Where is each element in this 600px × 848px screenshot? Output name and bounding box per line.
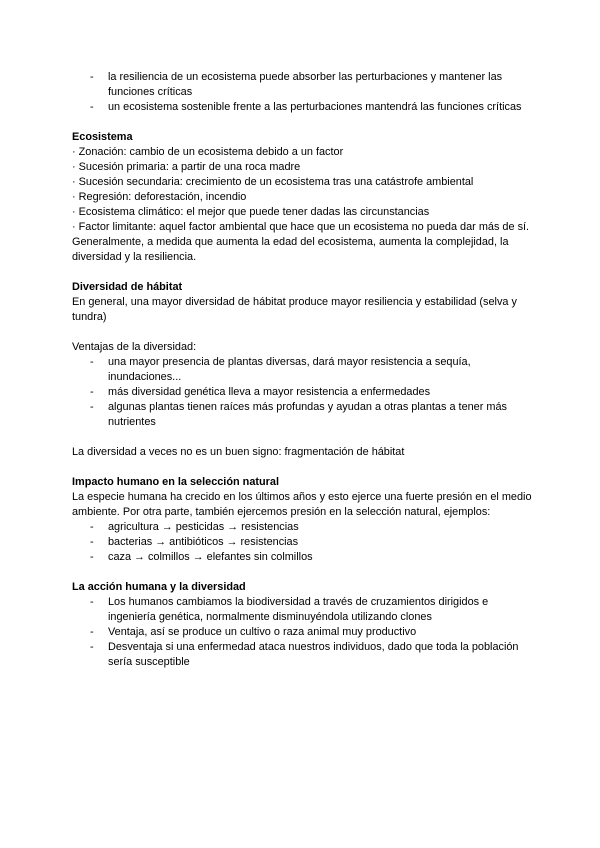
bullet-dash: - [90, 356, 94, 368]
impacto-examples-list [72, 520, 532, 565]
list-item [72, 535, 532, 550]
list-item [72, 520, 532, 535]
definition-line: · Sucesión primaria: a partir de una roca madre [72, 161, 301, 173]
ventajas-list [72, 355, 532, 430]
section-heading-ecosistema: Ecosistema [72, 131, 133, 143]
list-item-text: una mayor presencia de plantas diversas, dará mayor resistencia a sequía, inundaciones... [108, 356, 471, 383]
list-item-text: la resiliencia de un ecosistema puede absorber las perturbaciones y mantener las funciones críticas [108, 71, 503, 98]
diversidad-paragraph: En general, una mayor diversidad de hábitat produce mayor resiliencia y estabilidad (selva y tundra) [72, 296, 517, 323]
list-item [72, 385, 532, 400]
accion-list [72, 595, 532, 670]
bullet-dash: - [90, 101, 94, 113]
definition-line: · Ecosistema climático: el mejor que puede tener dadas las circunstancias [72, 206, 430, 218]
list-item [72, 640, 532, 670]
list-item-text: más diversidad genética lleva a mayor resistencia a enfermedades [108, 386, 431, 398]
impacto-paragraph: La especie humana ha crecido en los últimos años y esto ejerce una fuerte presión en el medio ambiente. Por otra parte, también ejercemos presión en la selección natural, ejemplos: [72, 491, 532, 518]
list-item [72, 625, 532, 640]
bullet-dash: - [90, 386, 94, 398]
list-item-text: Los humanos cambiamos la biodiversidad a través de cruzamientos dirigidos e ingeniería genética, normalmente disminuyéndola utilizando clones [108, 596, 489, 623]
bullet-dash: - [90, 596, 94, 608]
bullet-dash: - [90, 521, 94, 533]
list-item-text: bacterias → antibióticos → resistencias [108, 536, 299, 548]
section-heading-accion: La acción humana y la diversidad [72, 581, 246, 593]
list-item-text: agricultura → pesticidas → resistencias [108, 521, 299, 533]
ventajas-label: Ventajas de la diversidad: [72, 341, 197, 353]
list-item [72, 400, 532, 430]
section-heading-diversidad: Diversidad de hábitat [72, 281, 183, 293]
list-item [72, 550, 532, 565]
section-heading-impacto: Impacto humano en la selección natural [72, 476, 279, 488]
bullet-dash: - [90, 401, 94, 413]
definition-line: · Regresión: deforestación, incendio [72, 191, 247, 203]
bullet-dash: - [90, 641, 94, 653]
intro-list [72, 70, 532, 115]
list-item [72, 355, 532, 385]
bullet-dash: - [90, 551, 94, 563]
list-item [72, 70, 532, 100]
list-item-text: caza → colmillos → elefantes sin colmillos [108, 551, 313, 563]
document-page [72, 70, 532, 670]
ecosistema-definitions [72, 145, 532, 265]
list-item-text: Desventaja si una enfermedad ataca nuestros individuos, dado que toda la población sería susceptible [108, 641, 519, 668]
definition-line: · Factor limitante: aquel factor ambiental que hace que un ecosistema no pueda dar más de sí. Generalmente, a medida que aumenta la edad del ecosistema, aumenta la complejidad, la diversidad y la resiliencia. [72, 221, 530, 263]
list-item-text: Ventaja, así se produce un cultivo o raza animal muy productivo [108, 626, 417, 638]
bullet-dash: - [90, 536, 94, 548]
definition-line: · Zonación: cambio de un ecosistema debido a un factor [72, 146, 344, 158]
list-item-text: un ecosistema sostenible frente a las perturbaciones mantendrá las funciones críticas [108, 101, 522, 113]
bullet-dash: - [90, 71, 94, 83]
definition-line: · Sucesión secundaria: crecimiento de un ecosistema tras una catástrofe ambiental [72, 176, 474, 188]
list-item [72, 100, 532, 115]
diversidad-closing: La diversidad a veces no es un buen signo: fragmentación de hábitat [72, 446, 405, 458]
list-item [72, 595, 532, 625]
bullet-dash: - [90, 626, 94, 638]
list-item-text: algunas plantas tienen raíces más profundas y ayudan a otras plantas a tener más nutrientes [108, 401, 507, 428]
